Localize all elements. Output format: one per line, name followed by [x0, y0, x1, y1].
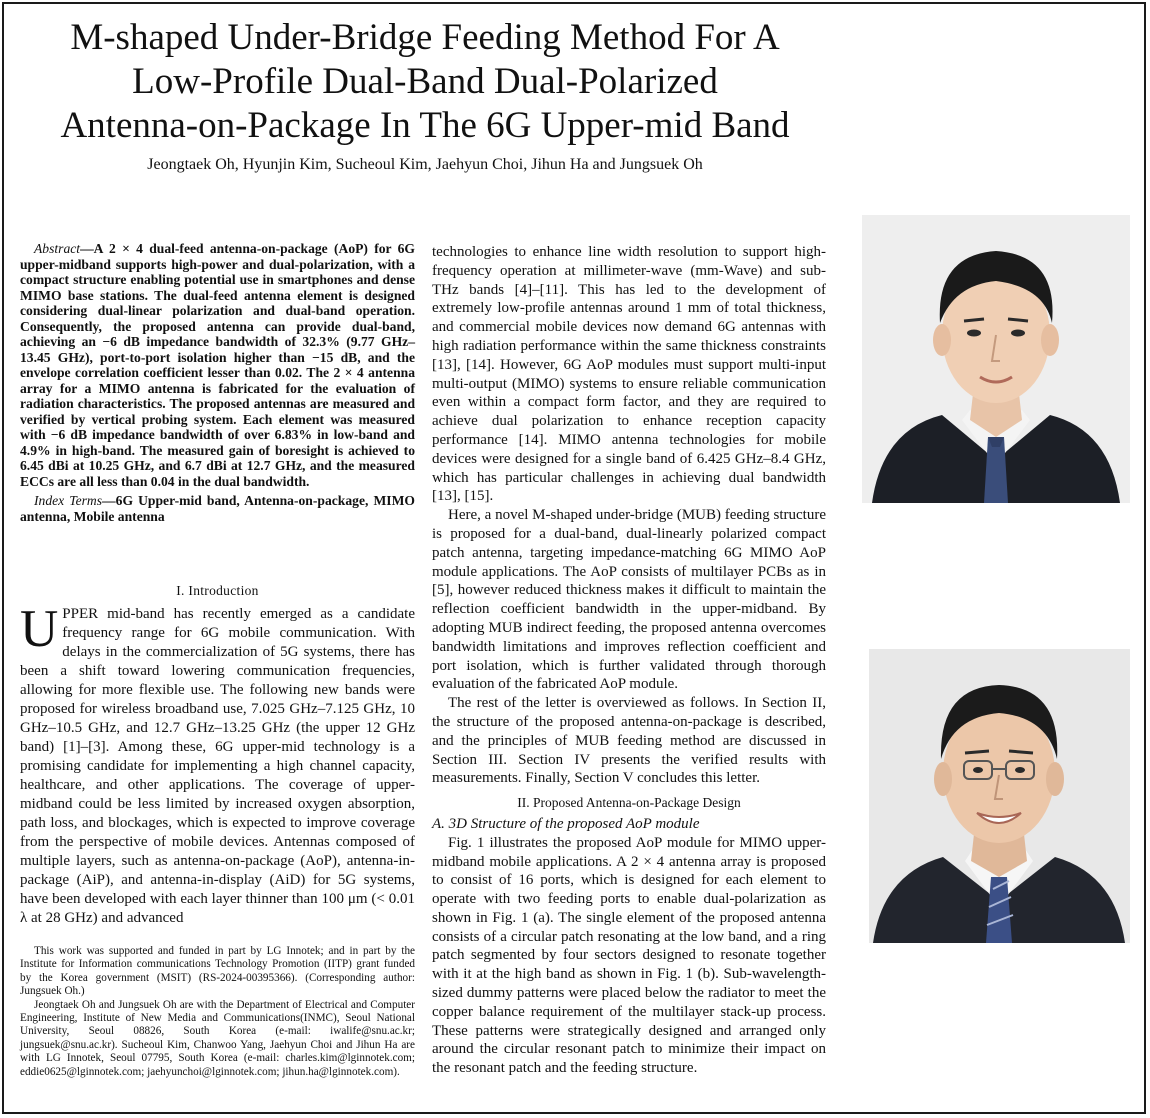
paragraph-overview: The rest of the letter is overviewed as follows. In Section II, the structure of the proposed antenna-on-package is described, and the principles of MUB feeding method are discussed in Section III. Section IV presents the verified results with measurements. Finally, Section V concludes this letter. — [432, 695, 826, 787]
title-line-2: Low-Profile Dual-Band Dual-Polarized — [132, 61, 718, 102]
section-1-heading: I. Introduction — [176, 583, 259, 598]
introduction-body: PPER mid-band has recently emerged as a candidate frequency range for 6G mobile communication. With delays in the commercialization of 5G systems, there has been a shift toward lowering communication frequencies, allowing for more flexible use. The following new bands were proposed for wireless broadband use, 7.025 GHz–7.125 GHz, 10 GHz–10.5 GHz, and 12.7 GHz–13.25 GHz (the upper 12 GHz band) [1]–[3]. Among these, 6G upper-mid technology is a promising candidate for implementing a high channel capacity, healthcare, and other applications. The coverage of upper-midband could be less limited by increased oxygen absorption, path loss, and blockages, which is expected to improve coverage from the perspective of mobile devices. Antennas composed of multiple layers, such as antenna-on-package (AoP), antenna-in-package (AiP), and antenna-in-display (AiD) for 5G systems, have been developed with each layer thinner than 100 μm (< 0.01 λ at 28 GHz) and advanced — [20, 606, 415, 926]
drop-cap: U — [20, 600, 59, 658]
author-list: Jeongtaek Oh, Hyunjin Kim, Sucheoul Kim, Jaehyun Choi, Jihun Ha and Jungsuek Oh — [147, 156, 703, 173]
author-portrait-1-icon — [862, 215, 1130, 503]
paragraph-mub: Here, a novel M-shaped under-bridge (MUB) feeding structure is proposed for a dual-band, dual-linearly polarized compact patch antenna, targeting impedance-matching 6G MIMO AoP module applications. The AoP consists of multilayer PCBs as in [5], however reduced thickness makes it difficult to maintain the reflection coefficient bandwidth in the upper-midband. By adopting MUB indirect feeding, the proposed antenna overcomes bandwidth limitations and improves reflection coefficient and port isolation, which is further validated through thorough evaluation of the fabricated AoP module. — [432, 507, 826, 693]
title-line-3: Antenna-on-Package In The 6G Upper-mid Band — [60, 105, 790, 146]
footnote — [20, 945, 415, 1079]
abstract-text: —A 2 × 4 dual-feed antenna-on-package (AoP) for 6G upper-midband supports high-power and dual-polarization, with a compact structure enabling potential use in smartphones and dense MIMO base stations. The dual-feed antenna element is designed considering dual-linear polarization and dual-band operation. Consequently, the proposed antenna can provide dual-band, achieving an −6 dB impedance bandwidth of 32.3% (9.77 GHz–13.45 GHz), port-to-port isolation higher than −15 dB, and the envelope correlation coefficient lesser than 0.02. The 2 × 4 antenna array for a MIMO antenna is fabricated for the evaluation of radiation characteristics. The proposed antennas are measured and verified by vertical probing system. Each element was measured with −6 dB impedance bandwidth of over 6.83% in low-band and 4.9% in high-band. The measured gain of boresight is achieved to 6.45 dBi at 10.25 GHz, and 6.7 dBi at 12.7 GHz, and the measured ECCs are all less than 0.04 in the dual bandwidth. — [20, 241, 415, 489]
index-terms — [20, 493, 415, 524]
title-line-1: M-shaped Under-Bridge Feeding Method For A — [70, 17, 780, 58]
section-2-heading: II. Proposed Antenna-on-Package Design — [517, 795, 741, 811]
abstract — [20, 241, 415, 489]
author-photo-1 — [862, 215, 1130, 503]
footnote-funding: This work was supported and funded in part by LG Innotek; and in part by the Institute for Information communications Technology Promotion (IITP) grant funded by the Korea government (MSIT) (RS-2024-00395366). (Corresponding author: Jungsuek Oh.) — [20, 945, 415, 998]
author-portrait-2-icon — [869, 649, 1130, 943]
paragraph-fig1: Fig. 1 illustrates the proposed AoP module for MIMO upper-midband mobile applications. A 2 × 4 antenna array is proposed to consist of 16 ports, which is designed for each element to operate with two feeding ports to enable dual-polarization as shown in Fig. 1 (a). The single element of the proposed antenna consists of a circular patch resonating at the low band, and a ring patch segmented by four sectors designed to resonate together with it at the high band as shown in Fig. 1 (b). Sub-wavelength-sized dummy patterns were placed below the radiator to meet the copper balance requirement of the multilayer stack-up process. These patterns were strategically designed and arranged only around the circular resonant patch to minimize their impact on the resonant patch and the feeding structure. — [432, 834, 826, 1077]
paragraph-continued: technologies to enhance line width resolution to support high-frequency operation at millimeter-wave (mm-Wave) and sub-THz bands [4]–[11]. This has led to the development of extremely low-profile antennas around 1 mm of total thickness, and commercial mobile devices now demand 6G antennas with high radiation performance within the same thickness constraints [13], [14]. However, 6G AoP modules must support multi-input multi-output (MIMO) systems to ensure reliable communication even within a compact form factor, and they are required to achieve dual polarization to enhance reception capacity performance [14]. MIMO antenna technologies for mobile devices were designed for a single band of 6.425 GHz–8.4 GHz, which has particular challenges in achieving dual bandwidth [13], [15]. — [432, 244, 826, 505]
author-photo-2 — [869, 649, 1130, 943]
right-column — [432, 243, 826, 1078]
paper-title — [20, 16, 830, 148]
footnote-affiliations: Jeongtaek Oh and Jungsuek Oh are with the Department of Electrical and Computer Engineering, Institute of New Media and Communications(INMC), Seoul National University, Seoul 08826, South Korea (e-mail: iwalife@snu.ac.kr; jungsuek@snu.ac.kr). Sucheoul Kim, Chanwoo Yang, Jaehyun Choi and Jihun Ha are with LG Innotek, Seoul 07795, South Korea (e-mail: charles.kim@lginnotek.com; eddie0625@lginnotek.com; jaehyunchoi@lginnotek.com; jihun.ha@lginnotek.com). — [20, 998, 415, 1078]
index-terms-text: —6G Upper-mid band, Antenna-on-package, MIMO antenna, Mobile antenna — [20, 493, 415, 524]
abstract-label: Abstract — [34, 241, 81, 256]
left-column-top — [20, 241, 415, 524]
index-terms-label: Index Terms — [34, 493, 103, 508]
subsection-a-heading: A. 3D Structure of the proposed AoP module — [432, 815, 700, 832]
introduction-text — [20, 600, 415, 928]
